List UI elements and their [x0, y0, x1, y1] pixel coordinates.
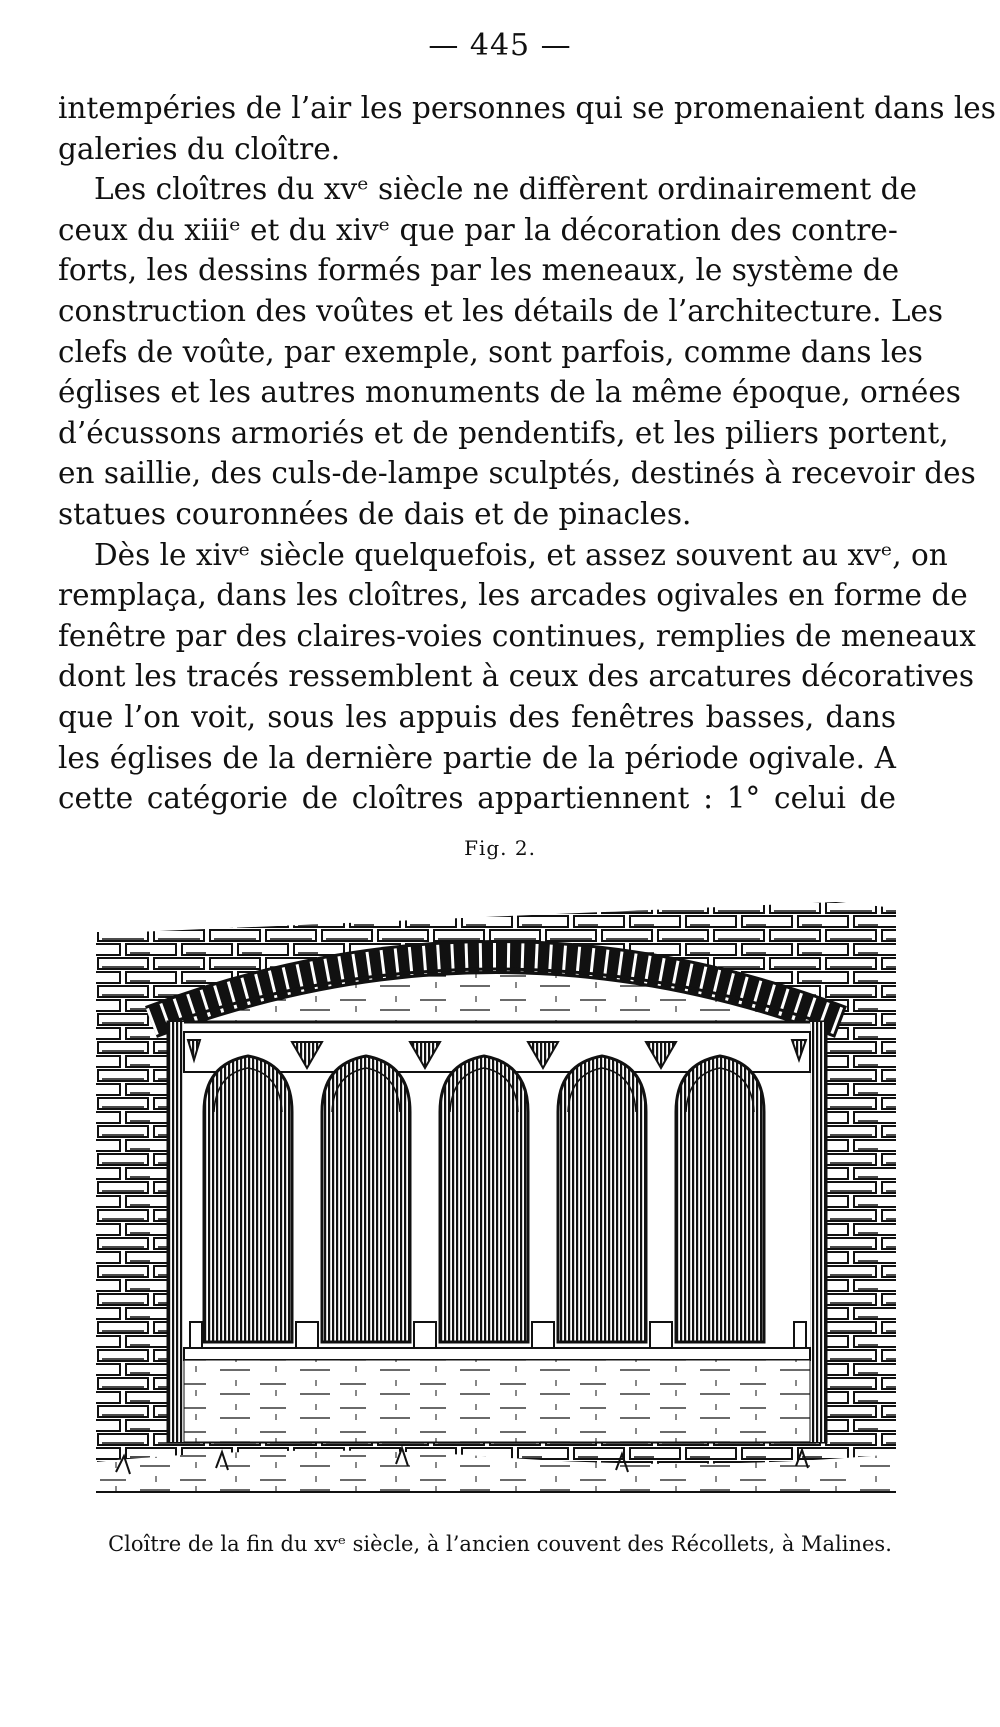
text-line: en saillie, des culs-de-lampe sculptés, destinés à recevoir des: [58, 456, 976, 491]
text-line: Dès le xivᵉ siècle quelquefois, et assez souvent au xvᵉ, on: [94, 537, 948, 572]
body-text: [58, 88, 996, 819]
text-line: statues couronnées de dais et de pinacles.: [58, 496, 692, 531]
text-line: fenêtre par des claires-voies continues, remplies de meneaux: [58, 618, 976, 653]
text-line: cette catégorie de cloîtres appartiennent : 1° celui de: [58, 781, 896, 816]
text-line: forts, les dessins formés par les meneaux, le système de: [58, 253, 900, 288]
tracery-lancets: [204, 1056, 764, 1342]
text-line: d’écussons armoriés et de pendentifs, et les piliers portent,: [58, 415, 949, 450]
text-line: remplaça, dans les cloîtres, les arcades ogivales en forme de: [58, 578, 968, 613]
text-line: églises et les autres monuments de la même époque, ornées: [58, 375, 961, 410]
text-line: ceux du xiiiᵉ et du xivᵉ que par la décoration des contre-: [58, 212, 898, 247]
text-line: que l’on voit, sous les appuis des fenêtres basses, dans: [58, 699, 896, 734]
text-line: galeries du cloître.: [58, 131, 341, 166]
text-line: intempéries de l’air les personnes qui se promenaient dans les: [58, 91, 996, 125]
page-number: — 445 —: [428, 28, 572, 63]
figure-label: Fig. 2.: [464, 836, 536, 860]
text-line: les églises de la dernière partie de la période ogivale. A: [58, 740, 896, 775]
text-line: Les cloîtres du xvᵉ siècle ne diffèrent ordinairement de: [94, 172, 917, 207]
figure-caption: Cloître de la fin du xvᵉ siècle, à l’ancien couvent des Récollets, à Malines.: [108, 1532, 892, 1556]
text-line: clefs de voûte, par exemple, sont parfois, comme dans les: [58, 334, 923, 369]
text-line: dont les tracés ressemblent à ceux des arcatures décoratives: [58, 659, 975, 694]
cloister-engraving: [96, 872, 896, 1518]
text-line: construction des voûtes et les détails de l’architecture. Les: [58, 293, 944, 328]
